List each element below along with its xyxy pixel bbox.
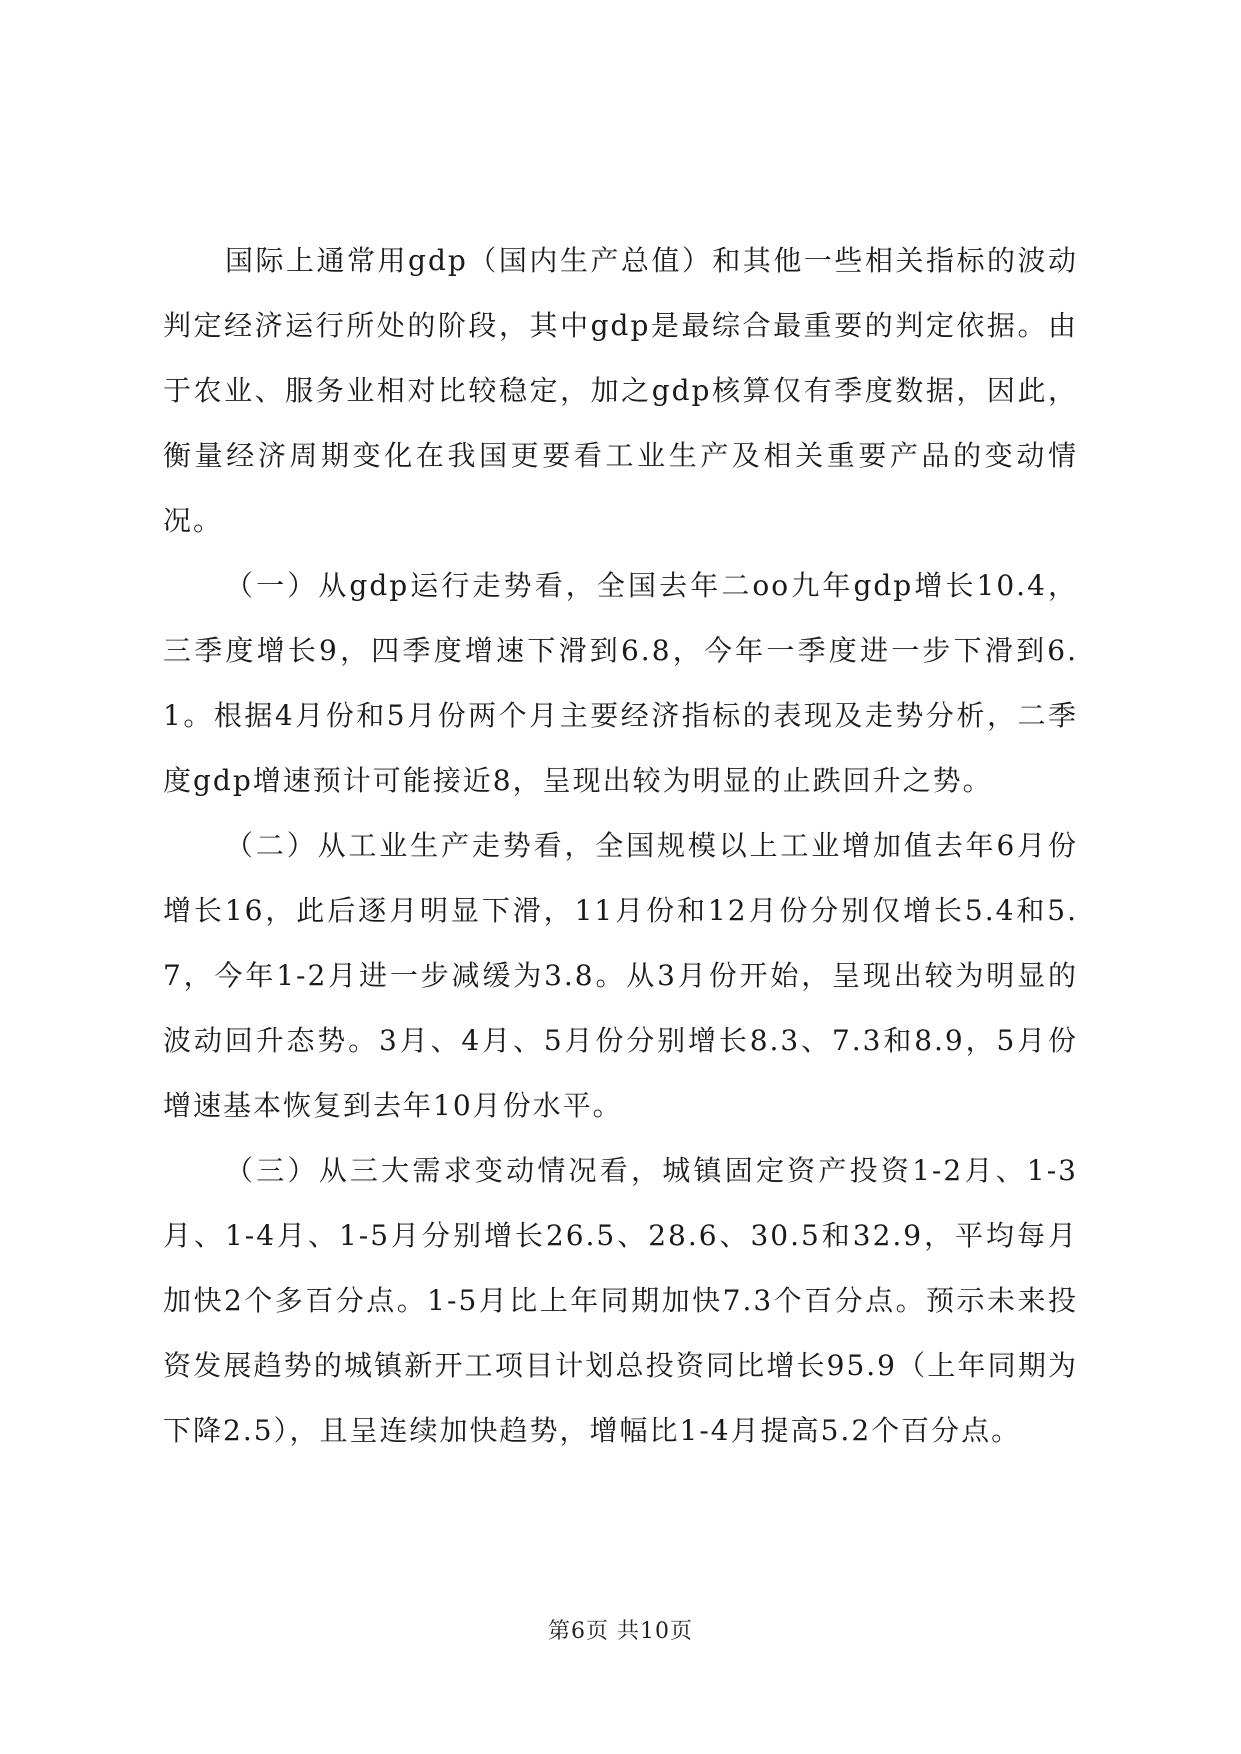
paragraph-demand-trend: （三）从三大需求变动情况看，城镇固定资产投资1-2月、1-3月、1-4月、1-5月分别增长26.5、28.6、30.5和32.9，平均每月加快2个多百分点。1-5月比上年同期加快7.3个百分点。预示未来投资发展趋势的城镇新开工项目计划总投资同比增长95.9（上年同期为下降2.5），且呈连续加快趋势，增幅比1-4月提高5.2个百分点。 — [163, 1154, 1078, 1447]
paragraph-intro: 国际上通常用gdp（国内生产总值）和其他一些相关指标的波动判定经济运行所处的阶段，其中gdp是最综合最重要的判定依据。由于农业、服务业相对比较稳定，加之gdp核算仅有季度数据，因此，衡量经济周期变化在我国更要看工业生产及相关重要产品的变动情况。 — [163, 244, 1078, 537]
page-number-footer: 第6页 共10页 — [548, 1619, 693, 1644]
body-text — [163, 228, 1078, 1463]
paragraph-gdp-trend: （一）从gdp运行走势看，全国去年二oo九年gdp增长10.4，三季度增长9，四季度增速下滑到6.8，今年一季度进一步下滑到6.1。根据4月份和5月份两个月主要经济指标的表现及走势分析，二季度gdp增速预计可能接近8，呈现出较为明显的止跌回升之势。 — [163, 569, 1078, 797]
paragraph-industrial-trend: （二）从工业生产走势看，全国规模以上工业增加值去年6月份增长16，此后逐月明显下滑，11月份和12月份分别仅增长5.4和5.7，今年1-2月进一步减缓为3.8。从3月份开始，呈现出较为明显的波动回升态势。3月、4月、5月份分别增长8.3、7.3和8.9，5月份增速基本恢复到去年10月份水平。 — [163, 829, 1078, 1122]
